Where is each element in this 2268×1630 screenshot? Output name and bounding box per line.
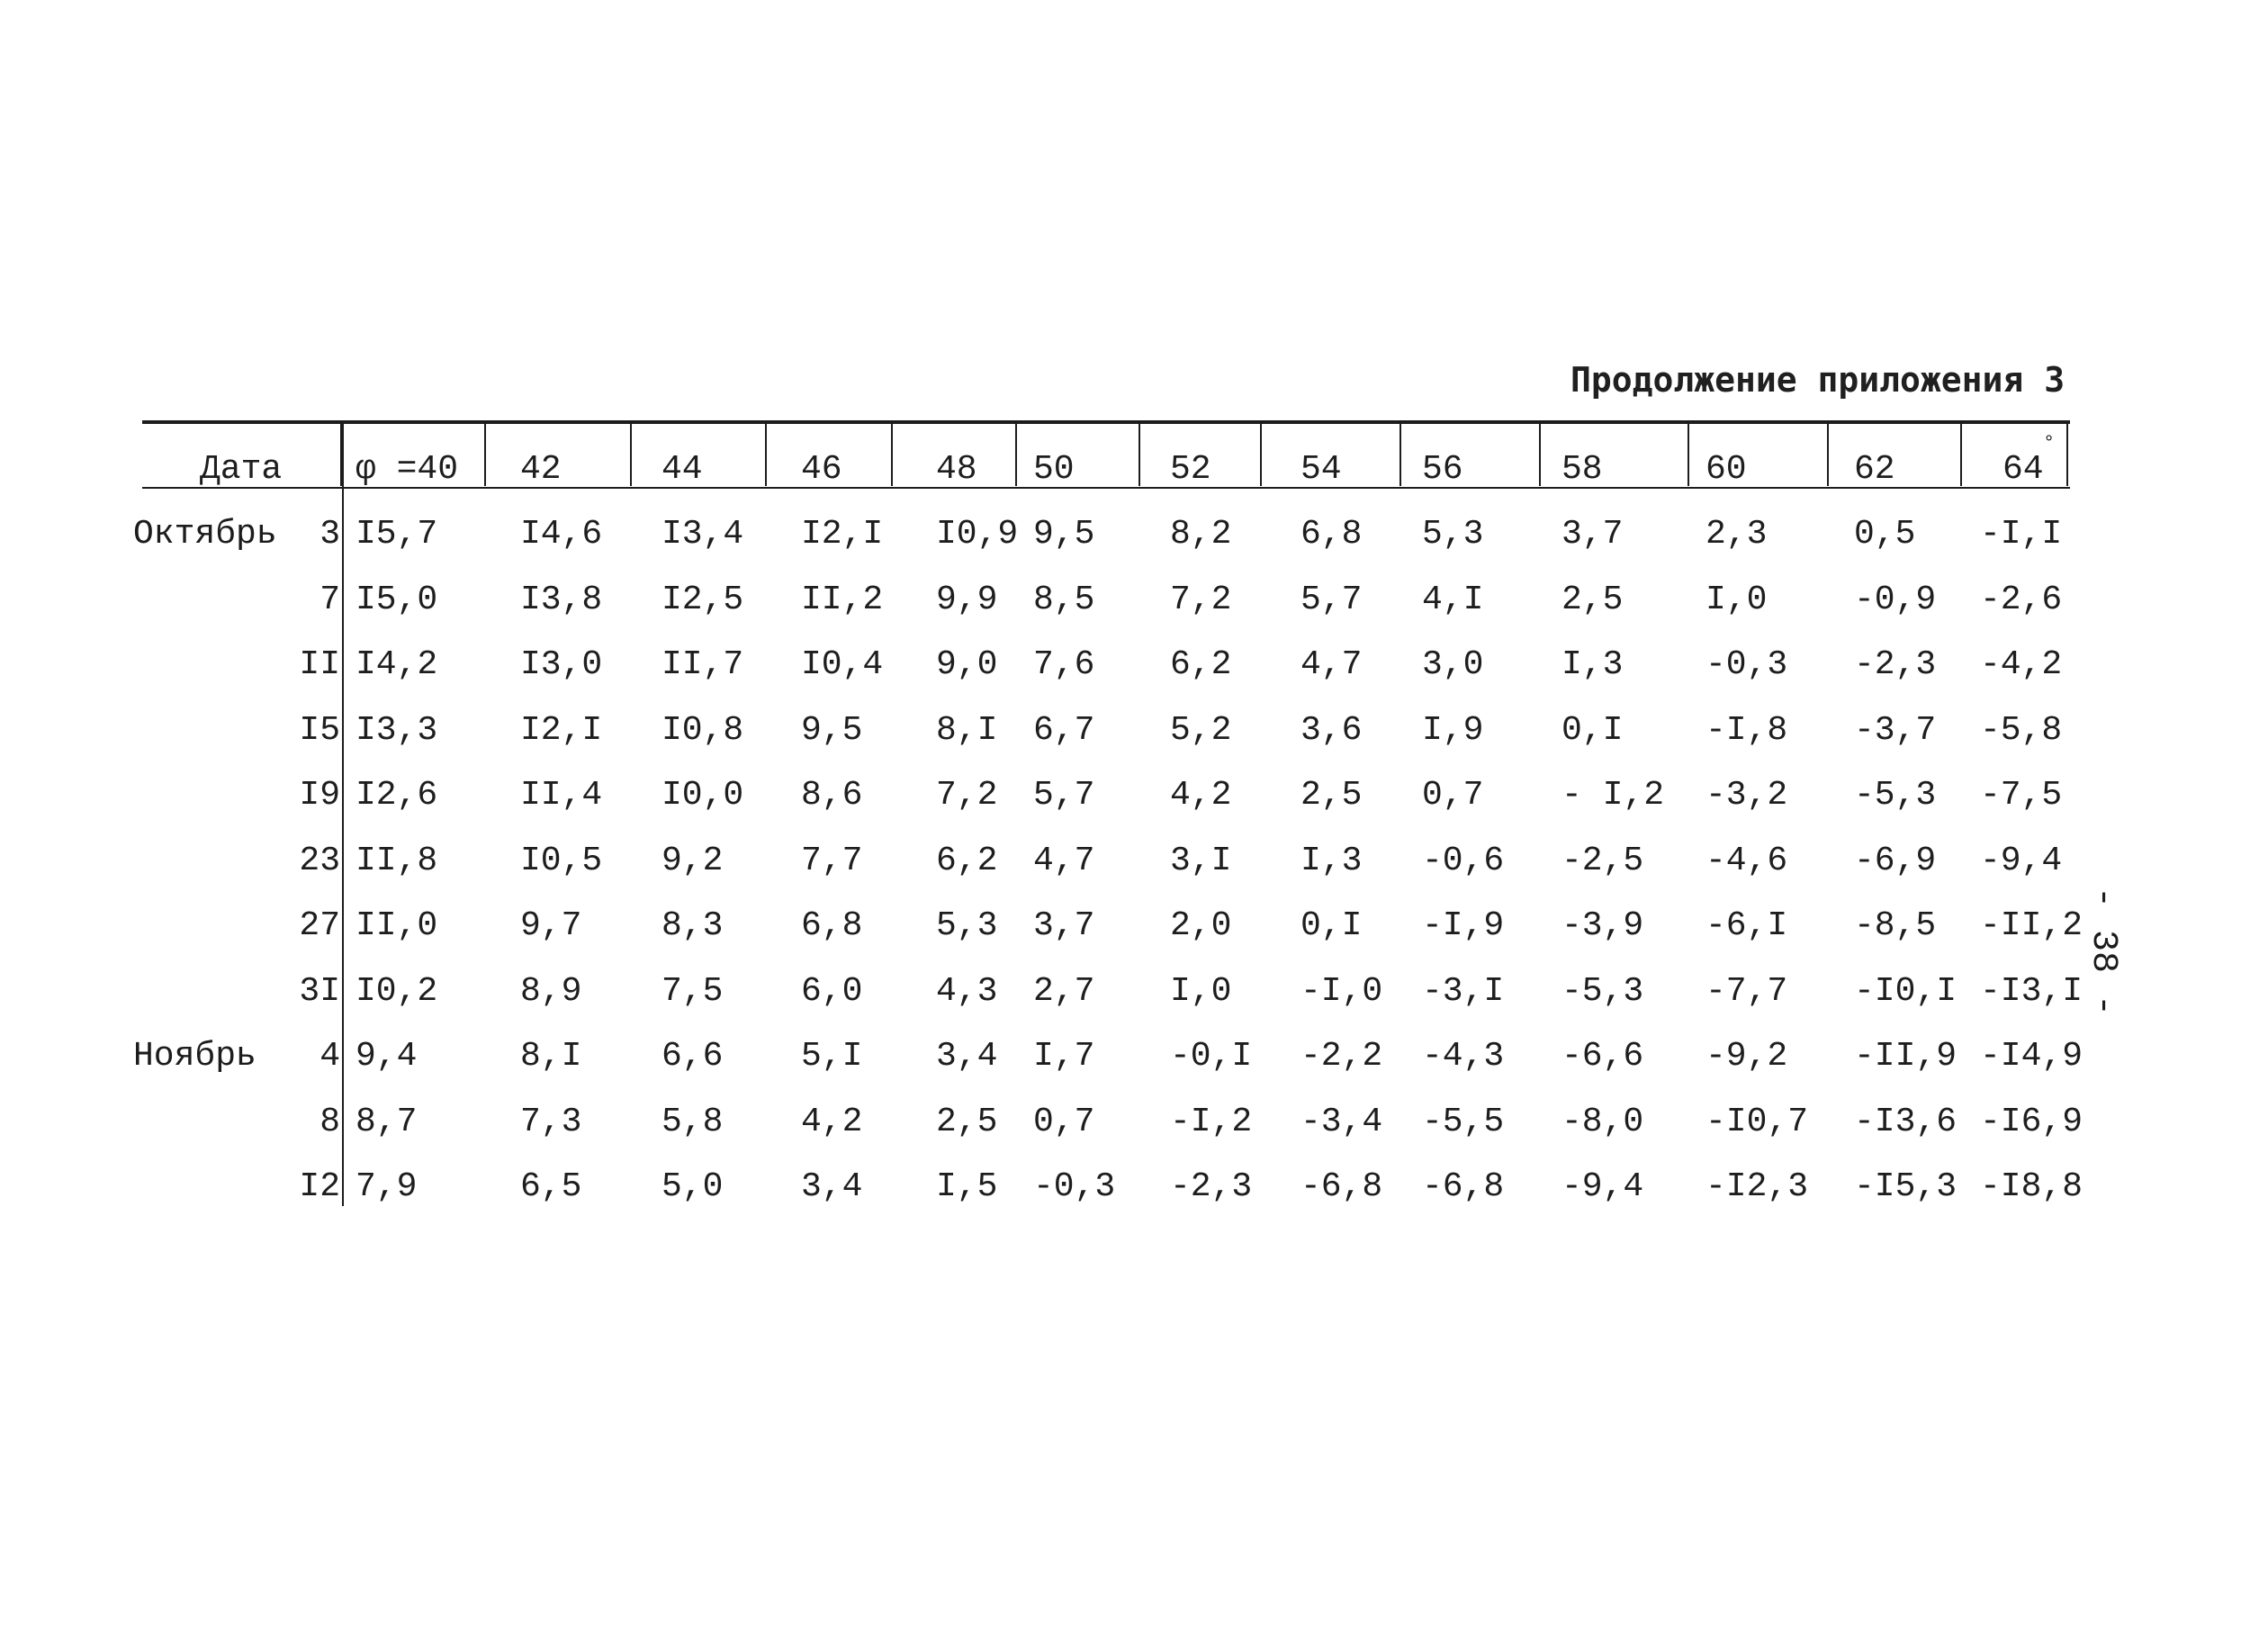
table-cell: 5,3 (936, 906, 998, 945)
table-cell: 3,6 (1300, 710, 1363, 750)
table-cell: 6,5 (520, 1167, 582, 1206)
table-cell: 4,7 (1300, 645, 1363, 684)
table-cell: -I,9 (1422, 906, 1505, 945)
column-divider (1960, 423, 1962, 486)
column-divider (630, 423, 632, 486)
header-latitude: 60 (1706, 450, 1747, 489)
table-cell: 8,9 (520, 971, 582, 1011)
row-day: 7 (320, 580, 340, 619)
table-cell: I3,8 (520, 580, 603, 619)
table-cell: -3,2 (1706, 776, 1788, 815)
table-cell: 7,6 (1033, 645, 1095, 684)
table-cell: II,2 (801, 580, 884, 619)
table-cell: I2,6 (356, 776, 438, 815)
table-cell: I0,9 (936, 515, 1019, 554)
table-cell: 6,8 (1300, 515, 1363, 554)
table-cell: I,5 (936, 1167, 998, 1206)
table-cell: I,9 (1422, 710, 1484, 750)
page-number: - 38 - (2083, 887, 2123, 1017)
header-latitude: 44 (662, 450, 703, 489)
table-cell: 9,4 (356, 1037, 418, 1076)
table-cell: 2,5 (936, 1102, 998, 1141)
row-day: I2 (299, 1167, 340, 1206)
table-cell: 9,0 (936, 645, 998, 684)
table-cell: I,0 (1706, 580, 1768, 619)
table-cell: -7,7 (1706, 971, 1788, 1011)
table-cell: 5,2 (1170, 710, 1232, 750)
table-cell: 3,I (1170, 841, 1232, 880)
table-cell: -3,7 (1854, 710, 1937, 750)
table-cell: 2,0 (1170, 906, 1232, 945)
column-divider (1400, 423, 1401, 486)
row-day: 23 (299, 841, 340, 880)
column-divider (1015, 423, 1017, 486)
table-cell: 5,7 (1033, 776, 1095, 815)
table-cell: 3,4 (801, 1167, 863, 1206)
column-divider (1827, 423, 1829, 486)
table-cell: -5,5 (1422, 1102, 1505, 1141)
table-cell: -I8,8 (1980, 1167, 2084, 1206)
table-cell: 5,7 (1300, 580, 1363, 619)
table-cell: -7,5 (1980, 776, 2063, 815)
table-cell: 8,2 (1170, 515, 1232, 554)
table-cell: 9,5 (1033, 515, 1095, 554)
table-cell: -6,8 (1422, 1167, 1505, 1206)
table-cell: 5,8 (662, 1102, 724, 1141)
table-cell: -0,3 (1706, 645, 1788, 684)
table-cell: 0,I (1300, 906, 1363, 945)
table-cell: -5,8 (1980, 710, 2063, 750)
table-cell: 8,I (520, 1037, 582, 1076)
table-cell: -I2,3 (1706, 1167, 1809, 1206)
table-cell: 2,7 (1033, 971, 1095, 1011)
table-cell: 4,2 (801, 1102, 863, 1141)
table-cell: I,7 (1033, 1037, 1095, 1076)
table-cell: 6,8 (801, 906, 863, 945)
table-cell: -I3,6 (1854, 1102, 1958, 1141)
table-cell: -4,2 (1980, 645, 2063, 684)
table-cell: 8,6 (801, 776, 863, 815)
table-cell: I0,2 (356, 971, 438, 1011)
header-latitude: 50 (1033, 450, 1075, 489)
header-latitude: 42 (520, 450, 562, 489)
table-cell: 0,7 (1422, 776, 1484, 815)
table-cell: 4,I (1422, 580, 1484, 619)
table-cell: 6,2 (1170, 645, 1232, 684)
table-cell: -4,3 (1422, 1037, 1505, 1076)
table-cell: 7,3 (520, 1102, 582, 1141)
header-latitude: 58 (1562, 450, 1603, 489)
row-month: Ноябрь (133, 1037, 256, 1076)
table-cell: -4,6 (1706, 841, 1788, 880)
table-cell: -I6,9 (1980, 1102, 2084, 1141)
table-cell: I2,I (520, 710, 603, 750)
table-cell: 3,7 (1033, 906, 1095, 945)
table-cell: 4,7 (1033, 841, 1095, 880)
table-cell: 8,3 (662, 906, 724, 945)
header-latitude: 52 (1170, 450, 1211, 489)
table-cell: -5,3 (1562, 971, 1644, 1011)
table-cell: 6,2 (936, 841, 998, 880)
table-cell: 4,3 (936, 971, 998, 1011)
table-cell: II,0 (356, 906, 438, 945)
table-cell: 7,2 (936, 776, 998, 815)
table-cell: -2,6 (1980, 580, 2063, 619)
table-cell: -I,2 (1170, 1102, 1253, 1141)
table-cell: I2,I (801, 515, 884, 554)
table-cell: -3,I (1422, 971, 1505, 1011)
table-cell: 2,5 (1562, 580, 1624, 619)
table-cell: -9,4 (1562, 1167, 1644, 1206)
column-divider (1688, 423, 1689, 486)
table-cell: 2,3 (1706, 515, 1768, 554)
row-month: Октябрь (133, 515, 277, 554)
row-day: 27 (299, 906, 340, 945)
table-cell: 9,2 (662, 841, 724, 880)
column-divider (1260, 423, 1262, 486)
row-day: II (299, 645, 340, 684)
table-cell: 4,2 (1170, 776, 1232, 815)
column-divider (342, 423, 344, 1206)
table-cell: -I,I (1980, 515, 2063, 554)
table-cell: -2,3 (1854, 645, 1937, 684)
table-cell: -I5,3 (1854, 1167, 1958, 1206)
table-cell: 7,5 (662, 971, 724, 1011)
header-latitude: 62 (1854, 450, 1895, 489)
row-day: 3I (299, 971, 340, 1011)
table-cell: 8,5 (1033, 580, 1095, 619)
table-cell: -0,6 (1422, 841, 1505, 880)
table-cell: 6,0 (801, 971, 863, 1011)
header-latitude: 56 (1422, 450, 1463, 489)
table-cell: 7,7 (801, 841, 863, 880)
table-cell: I,0 (1170, 971, 1232, 1011)
table-cell: 5,3 (1422, 515, 1484, 554)
table-cell: I,3 (1562, 645, 1624, 684)
table-cell: -9,2 (1706, 1037, 1788, 1076)
table-cell: -5,3 (1854, 776, 1937, 815)
header-latitude: 54 (1300, 450, 1342, 489)
degree-mark: ° (2043, 432, 2056, 455)
table-cell: -I,0 (1300, 971, 1383, 1011)
table-cell: 3,4 (936, 1037, 998, 1076)
table-cell: 5,0 (662, 1167, 724, 1206)
table-cell: I5,0 (356, 580, 438, 619)
table-cell: 6,6 (662, 1037, 724, 1076)
table-cell: 8,I (936, 710, 998, 750)
table-cell: -I0,7 (1706, 1102, 1809, 1141)
table-cell: -9,4 (1980, 841, 2063, 880)
table-cell: I4,2 (356, 645, 438, 684)
row-day: 4 (320, 1037, 340, 1076)
table-cell: 0,7 (1033, 1102, 1095, 1141)
table-cell: -II,2 (1980, 906, 2084, 945)
row-day: I9 (299, 776, 340, 815)
table-cell: I,3 (1300, 841, 1363, 880)
table-cell: II,8 (356, 841, 438, 880)
table-cell: 6,7 (1033, 710, 1095, 750)
table-cell: -6,9 (1854, 841, 1937, 880)
table-cell: -I4,9 (1980, 1037, 2084, 1076)
table-cell: 5,I (801, 1037, 863, 1076)
table-cell: I3,3 (356, 710, 438, 750)
column-divider (2066, 423, 2068, 486)
table-cell: -3,4 (1300, 1102, 1383, 1141)
table-cell: I0,8 (662, 710, 744, 750)
table-cell: -6,8 (1300, 1167, 1383, 1206)
table-cell: -2,2 (1300, 1037, 1383, 1076)
table-cell: -0,3 (1033, 1167, 1116, 1206)
table-cell: -6,6 (1562, 1037, 1644, 1076)
column-divider (891, 423, 893, 486)
column-divider (484, 423, 486, 486)
table-cell: 7,9 (356, 1167, 418, 1206)
table-cell: -8,0 (1562, 1102, 1644, 1141)
row-day: I5 (299, 710, 340, 750)
header-date: Дата (200, 450, 283, 489)
table-cell: I4,6 (520, 515, 603, 554)
table-cell: 9,5 (801, 710, 863, 750)
table-cell: 7,2 (1170, 580, 1232, 619)
row-day: 8 (320, 1102, 340, 1141)
table-cell: 9,9 (936, 580, 998, 619)
table-cell: -I0,I (1854, 971, 1958, 1011)
table-caption: Продолжение приложения 3 (1570, 360, 2066, 400)
table-cell: -II,9 (1854, 1037, 1958, 1076)
table-rule (142, 420, 2070, 424)
table-cell: -0,I (1170, 1037, 1253, 1076)
table-cell: I3,0 (520, 645, 603, 684)
header-latitude: 46 (801, 450, 842, 489)
table-cell: 0,I (1562, 710, 1624, 750)
table-cell: -2,5 (1562, 841, 1644, 880)
table-cell: -2,3 (1170, 1167, 1253, 1206)
column-divider (1539, 423, 1541, 486)
table-cell: 8,7 (356, 1102, 418, 1141)
table-cell: II,7 (662, 645, 744, 684)
table-cell: I0,0 (662, 776, 744, 815)
header-latitude: 64 (2002, 450, 2044, 489)
table-cell: -6,I (1706, 906, 1788, 945)
header-latitude: φ =40 (356, 450, 459, 489)
table-cell: - I,2 (1562, 776, 1665, 815)
table-cell: I0,5 (520, 841, 603, 880)
table-cell: -8,5 (1854, 906, 1937, 945)
column-divider (765, 423, 767, 486)
table-cell: II,4 (520, 776, 603, 815)
row-day: 3 (320, 515, 340, 554)
table-cell: I5,7 (356, 515, 438, 554)
table-cell: 3,7 (1562, 515, 1624, 554)
table-cell: -3,9 (1562, 906, 1644, 945)
table-cell: 2,5 (1300, 776, 1363, 815)
table-cell: -I,8 (1706, 710, 1788, 750)
table-cell: -0,9 (1854, 580, 1937, 619)
table-cell: 9,7 (520, 906, 582, 945)
header-latitude: 48 (936, 450, 977, 489)
column-divider (1138, 423, 1140, 486)
table-cell: I2,5 (662, 580, 744, 619)
table-cell: 3,0 (1422, 645, 1484, 684)
table-cell: 0,5 (1854, 515, 1916, 554)
table-cell: I3,4 (662, 515, 744, 554)
table-cell: -I3,I (1980, 971, 2084, 1011)
table-cell: I0,4 (801, 645, 884, 684)
